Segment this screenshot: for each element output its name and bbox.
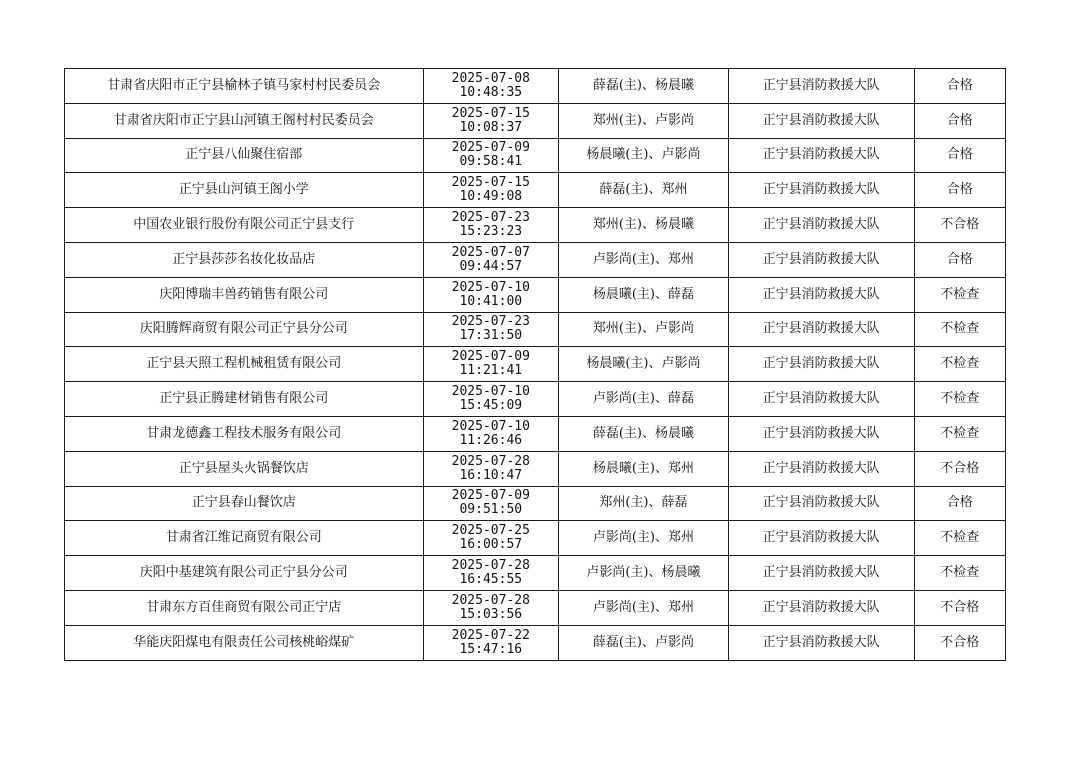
inspection-clock-time: 09:58:41 — [459, 154, 523, 170]
inspection-date: 2025-07-08 — [451, 70, 530, 86]
table-row — [65, 625, 1006, 660]
inspection-date: 2025-07-07 — [451, 244, 530, 260]
inspection-clock-time: 15:45:09 — [459, 398, 523, 414]
unit-name-cell: 正宁县八仙聚住宿部 — [65, 138, 424, 173]
inspectors-cell: 卢影尚(主)、郑州 — [559, 521, 729, 556]
inspection-date: 2025-07-09 — [451, 140, 530, 156]
table-row — [65, 347, 1006, 382]
inspectors-cell: 薛磊(主)、卢影尚 — [559, 625, 729, 660]
inspection-date: 2025-07-28 — [451, 558, 530, 574]
result-cell: 合格 — [914, 138, 1005, 173]
inspection-clock-time: 16:10:47 — [459, 467, 523, 483]
inspection-clock-time: 16:45:55 — [459, 572, 523, 588]
unit-name-cell: 正宁县莎莎名妆化妆品店 — [65, 242, 424, 277]
unit-name-cell: 甘肃省庆阳市正宁县榆林子镇马家村村民委员会 — [65, 69, 424, 104]
inspection-date: 2025-07-25 — [451, 523, 530, 539]
department-cell: 正宁县消防救援大队 — [728, 277, 914, 312]
unit-name-cell: 庆阳腾辉商贸有限公司正宁县分公司 — [65, 312, 424, 347]
inspection-time-cell — [423, 173, 559, 208]
table-row — [65, 416, 1006, 451]
table-row — [65, 486, 1006, 521]
department-cell: 正宁县消防救援大队 — [728, 521, 914, 556]
table-row — [65, 103, 1006, 138]
unit-name-cell: 正宁县正腾建材销售有限公司 — [65, 382, 424, 417]
inspection-clock-time: 17:31:50 — [459, 328, 523, 344]
inspection-date: 2025-07-22 — [451, 627, 530, 643]
table-row — [65, 138, 1006, 173]
department-cell: 正宁县消防救援大队 — [728, 103, 914, 138]
inspection-time-cell — [423, 69, 559, 104]
department-cell: 正宁县消防救援大队 — [728, 208, 914, 243]
result-cell: 不合格 — [914, 625, 1005, 660]
inspectors-cell: 杨晨曦(主)、薛磊 — [559, 277, 729, 312]
result-cell: 合格 — [914, 242, 1005, 277]
inspection-clock-time: 11:26:46 — [459, 432, 523, 448]
inspection-table — [64, 68, 1006, 661]
inspection-time-cell — [423, 312, 559, 347]
inspection-clock-time: 10:41:00 — [459, 293, 523, 309]
inspectors-cell: 卢影尚(主)、郑州 — [559, 590, 729, 625]
inspection-clock-time: 10:48:35 — [459, 84, 523, 100]
inspection-date: 2025-07-15 — [451, 175, 530, 191]
department-cell: 正宁县消防救援大队 — [728, 451, 914, 486]
inspectors-cell: 卢影尚(主)、杨晨曦 — [559, 556, 729, 591]
result-cell: 不检查 — [914, 347, 1005, 382]
department-cell: 正宁县消防救援大队 — [728, 382, 914, 417]
unit-name-cell: 庆阳中基建筑有限公司正宁县分公司 — [65, 556, 424, 591]
department-cell: 正宁县消防救援大队 — [728, 242, 914, 277]
inspection-date: 2025-07-23 — [451, 314, 530, 330]
inspection-time-cell — [423, 590, 559, 625]
department-cell: 正宁县消防救援大队 — [728, 138, 914, 173]
department-cell: 正宁县消防救援大队 — [728, 416, 914, 451]
result-cell: 不检查 — [914, 312, 1005, 347]
department-cell: 正宁县消防救援大队 — [728, 486, 914, 521]
inspection-clock-time: 10:08:37 — [459, 119, 523, 135]
inspection-date: 2025-07-09 — [451, 488, 530, 504]
result-cell: 不合格 — [914, 590, 1005, 625]
inspection-time-cell — [423, 242, 559, 277]
inspection-date: 2025-07-15 — [451, 105, 530, 121]
unit-name-cell: 华能庆阳煤电有限责任公司核桃峪煤矿 — [65, 625, 424, 660]
inspection-sheet — [64, 68, 1006, 661]
inspectors-cell: 杨晨曦(主)、卢影尚 — [559, 347, 729, 382]
inspection-date: 2025-07-09 — [451, 349, 530, 365]
inspection-time-cell — [423, 103, 559, 138]
inspection-table-body — [65, 69, 1006, 661]
unit-name-cell: 中国农业银行股份有限公司正宁县支行 — [65, 208, 424, 243]
inspectors-cell: 郑州(主)、卢影尚 — [559, 312, 729, 347]
table-row — [65, 521, 1006, 556]
inspection-date: 2025-07-10 — [451, 384, 530, 400]
inspectors-cell: 郑州(主)、卢影尚 — [559, 103, 729, 138]
unit-name-cell: 甘肃省庆阳市正宁县山河镇王阁村村民委员会 — [65, 103, 424, 138]
inspection-date: 2025-07-28 — [451, 592, 530, 608]
inspection-clock-time: 15:23:23 — [459, 224, 523, 240]
department-cell: 正宁县消防救援大队 — [728, 590, 914, 625]
inspection-time-cell — [423, 382, 559, 417]
table-row — [65, 451, 1006, 486]
department-cell: 正宁县消防救援大队 — [728, 625, 914, 660]
result-cell: 不检查 — [914, 556, 1005, 591]
inspection-time-cell — [423, 625, 559, 660]
unit-name-cell: 甘肃省江维记商贸有限公司 — [65, 521, 424, 556]
inspection-time-cell — [423, 138, 559, 173]
inspection-clock-time: 09:51:50 — [459, 502, 523, 518]
result-cell: 不检查 — [914, 521, 1005, 556]
table-row — [65, 590, 1006, 625]
inspection-time-cell — [423, 277, 559, 312]
department-cell: 正宁县消防救援大队 — [728, 173, 914, 208]
table-row — [65, 312, 1006, 347]
unit-name-cell: 正宁县天照工程机械租赁有限公司 — [65, 347, 424, 382]
inspection-date: 2025-07-23 — [451, 210, 530, 226]
table-row — [65, 242, 1006, 277]
inspection-time-cell — [423, 486, 559, 521]
unit-name-cell: 正宁县屋头火锅餐饮店 — [65, 451, 424, 486]
table-row — [65, 208, 1006, 243]
result-cell: 不检查 — [914, 277, 1005, 312]
inspectors-cell: 杨晨曦(主)、郑州 — [559, 451, 729, 486]
inspection-time-cell — [423, 347, 559, 382]
inspection-clock-time: 15:03:56 — [459, 606, 523, 622]
inspection-date: 2025-07-10 — [451, 279, 530, 295]
inspectors-cell: 薛磊(主)、杨晨曦 — [559, 416, 729, 451]
result-cell: 合格 — [914, 173, 1005, 208]
unit-name-cell: 甘肃东方百佳商贸有限公司正宁店 — [65, 590, 424, 625]
result-cell: 合格 — [914, 486, 1005, 521]
inspectors-cell: 卢影尚(主)、郑州 — [559, 242, 729, 277]
inspectors-cell: 薛磊(主)、杨晨曦 — [559, 69, 729, 104]
result-cell: 合格 — [914, 103, 1005, 138]
unit-name-cell: 正宁县春山餐饮店 — [65, 486, 424, 521]
result-cell: 合格 — [914, 69, 1005, 104]
inspection-time-cell — [423, 556, 559, 591]
inspection-clock-time: 15:47:16 — [459, 641, 523, 657]
inspectors-cell: 郑州(主)、薛磊 — [559, 486, 729, 521]
inspection-time-cell — [423, 521, 559, 556]
inspection-time-cell — [423, 416, 559, 451]
inspectors-cell: 卢影尚(主)、薛磊 — [559, 382, 729, 417]
inspection-clock-time: 11:21:41 — [459, 363, 523, 379]
table-row — [65, 382, 1006, 417]
department-cell: 正宁县消防救援大队 — [728, 556, 914, 591]
table-row — [65, 556, 1006, 591]
result-cell: 不合格 — [914, 208, 1005, 243]
unit-name-cell: 庆阳博瑞丰兽药销售有限公司 — [65, 277, 424, 312]
department-cell: 正宁县消防救援大队 — [728, 69, 914, 104]
table-row — [65, 69, 1006, 104]
result-cell: 不合格 — [914, 451, 1005, 486]
department-cell: 正宁县消防救援大队 — [728, 347, 914, 382]
inspection-clock-time: 16:00:57 — [459, 537, 523, 553]
inspectors-cell: 郑州(主)、杨晨曦 — [559, 208, 729, 243]
inspectors-cell: 薛磊(主)、郑州 — [559, 173, 729, 208]
inspection-date: 2025-07-28 — [451, 453, 530, 469]
inspectors-cell: 杨晨曦(主)、卢影尚 — [559, 138, 729, 173]
table-row — [65, 173, 1006, 208]
inspection-time-cell — [423, 451, 559, 486]
result-cell: 不检查 — [914, 416, 1005, 451]
inspection-clock-time: 10:49:08 — [459, 189, 523, 205]
inspection-clock-time: 09:44:57 — [459, 258, 523, 274]
department-cell: 正宁县消防救援大队 — [728, 312, 914, 347]
inspection-time-cell — [423, 208, 559, 243]
result-cell: 不检查 — [914, 382, 1005, 417]
inspection-date: 2025-07-10 — [451, 418, 530, 434]
unit-name-cell: 正宁县山河镇王阁小学 — [65, 173, 424, 208]
table-row — [65, 277, 1006, 312]
unit-name-cell: 甘肃龙德鑫工程技术服务有限公司 — [65, 416, 424, 451]
